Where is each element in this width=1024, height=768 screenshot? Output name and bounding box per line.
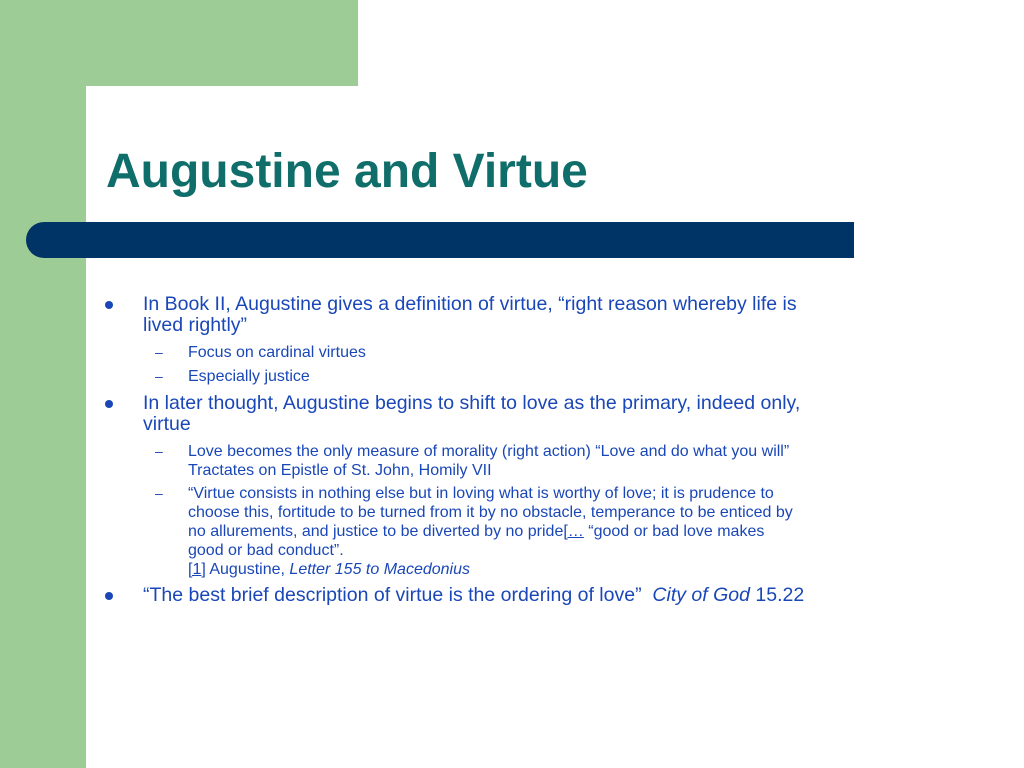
sub-line: choose this, fortitude to be turned from it by no obstacle, temperance to be enticed by: [188, 504, 793, 521]
bullet-1-sub-1: [188, 343, 366, 362]
bullet-2-line-1: In later thought, Augustine begins to shift to love as the primary, indeed only,: [143, 392, 801, 414]
bullet-dot: [105, 592, 113, 600]
footnote-author: Augustine,: [205, 561, 290, 578]
bullet-3-ref: 15.22: [749, 584, 805, 606]
sub-1-line-1: Focus on cardinal virtues: [188, 344, 366, 361]
sub-dash: –: [155, 368, 163, 384]
bullet-2-sub-2: [188, 484, 793, 579]
bullet-3-source: City of God: [652, 584, 750, 606]
footnote-link[interactable]: […: [563, 523, 584, 540]
footnote-line: [188, 560, 793, 579]
green-top-band: [0, 0, 358, 86]
bullet-1: [143, 294, 797, 336]
bullet-dot: [105, 301, 113, 309]
sub-2-line-1: Especially justice: [188, 368, 310, 385]
footnote-ref-link[interactable]: [1]: [188, 561, 206, 578]
bullet-3: [143, 585, 804, 606]
bullet-2-line-2: virtue: [143, 413, 191, 435]
slide-title: Augustine and Virtue: [106, 145, 588, 198]
bullet-1-line-1: In Book II, Augustine gives a definition of virtue, “right reason whereby life is: [143, 293, 797, 315]
bullet-2-sub-1: [188, 442, 789, 480]
sub-dash: –: [155, 485, 163, 501]
sub-line: Tractates on Epistle of St. John, Homily VII: [188, 462, 492, 479]
bullet-3-text: “The best brief description of virtue is the ordering of love”: [143, 584, 653, 606]
sub-line: “Virtue consists in nothing else but in loving what is worthy of love; it is prudence to: [188, 485, 774, 502]
bullet-dot: [105, 400, 113, 408]
sub-line: good or bad conduct”.: [188, 542, 344, 559]
bullet-1-line-2: lived rightly”: [143, 314, 248, 336]
bullet-1-sub-2: [188, 367, 310, 386]
sub-line: Love becomes the only measure of morality (right action) “Love and do what you will”: [188, 443, 790, 460]
quote-text: “good or bad love makes: [583, 523, 765, 540]
sub-dash: –: [155, 443, 163, 459]
title-underline-bar: [26, 222, 854, 258]
sub-line: [188, 522, 793, 541]
green-side-band: [0, 0, 86, 768]
bullet-2: [143, 393, 800, 435]
sub-dash: –: [155, 344, 163, 360]
quote-text: no allurements, and justice to be diverted by no pride: [188, 523, 564, 540]
footnote-source: Letter 155 to Macedonius: [289, 561, 470, 578]
